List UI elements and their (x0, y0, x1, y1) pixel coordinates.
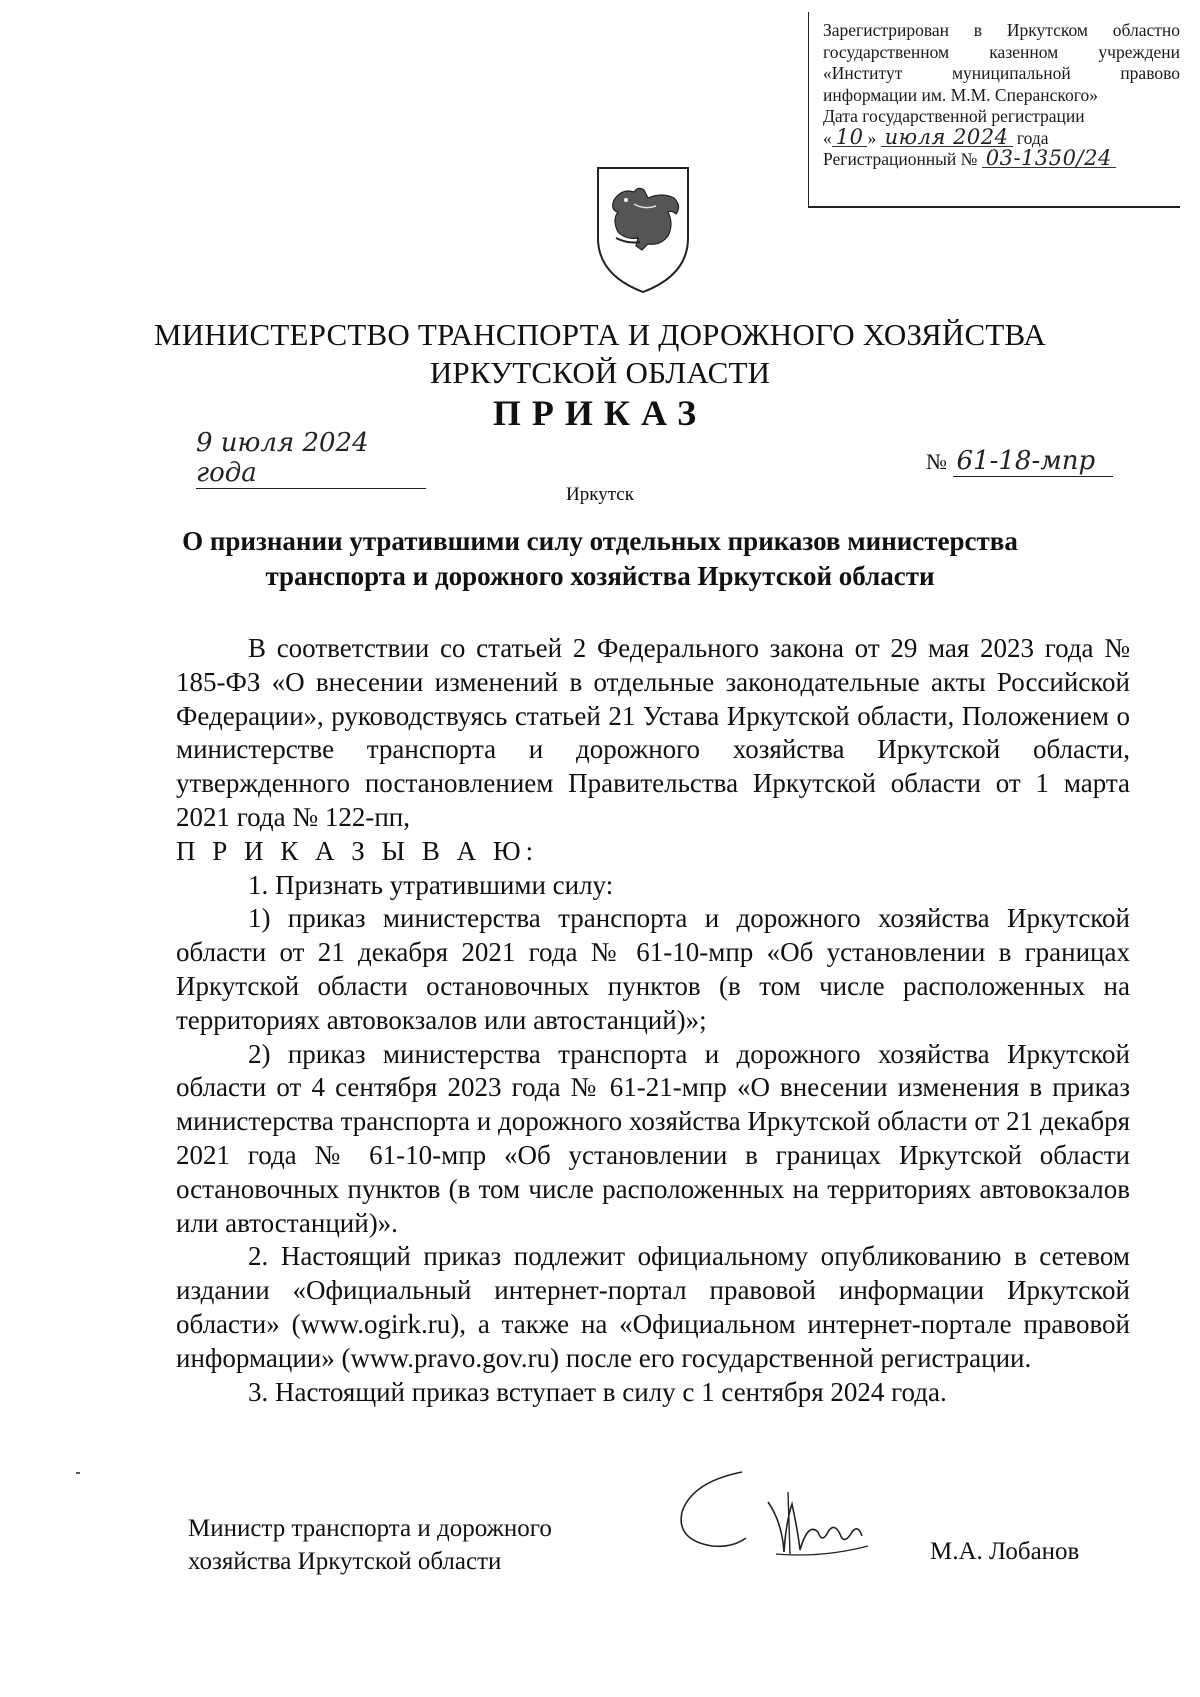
handwritten-signature (672, 1462, 922, 1562)
stamp-line-2: государственном казенном учреждени (823, 41, 1180, 62)
coat-of-arms-icon (578, 160, 708, 300)
stamp-reg-label: Регистрационный № (823, 149, 978, 169)
order-number-label: № (926, 449, 947, 474)
signer-name: М.А. Лобанов (930, 1538, 1080, 1565)
stamp-reg-number: 03-1350/24 (982, 149, 1116, 168)
item-1: 1. Признать утратившими силу: (248, 869, 614, 900)
document-title (150, 524, 1050, 594)
stamp-line-3: «Институт муниципальной правово (823, 63, 1180, 83)
document-title-line-2: транспорта и дорожного хозяйства Иркутской области (265, 561, 935, 591)
item-1-sub-2: 2) приказ министерства транспорта и дорожного хозяйства Иркутской области от 4 сентября 2023 года № 61-21-мпр «О внесении изменения в приказ министерства транспорта и дорожного хозяйства Иркутской области от 21 декабря 2021 года № 61-10-мпр «Об установлении в границах Иркутской области остановочных пунктов (в том числе расположенных на территориях автовокзалов или автостанций)». (176, 1038, 1130, 1238)
signer-position (188, 1512, 608, 1578)
item-3: 3. Настоящий приказ вступает в силу с 1 сентября 2024 года. (248, 1376, 947, 1407)
stamp-line-5: Дата государственной регистрации (823, 106, 1085, 126)
order-heading: ПРИКАЗ (492, 393, 708, 433)
stamp-bottom-rule (808, 206, 1180, 208)
stamp-date-close-quote: » (867, 127, 877, 148)
stamp-registration-number (823, 146, 1180, 171)
ministry-name (120, 316, 1080, 392)
stamp-date-month-year: июля 2024 (881, 128, 1013, 147)
stamp-date-open-quote: « (823, 127, 832, 148)
document-body (176, 632, 1130, 1409)
stamp-date-suffix: года (1016, 127, 1049, 148)
margin-mark (76, 1472, 80, 1474)
stamp-line-1: Зарегистрирован в Иркутском областно (823, 20, 1180, 40)
signer-position-line-1: Министр транспорта и дорожного (188, 1515, 552, 1542)
signer-position-line-2: хозяйства Иркутской области (188, 1548, 502, 1575)
stamp-line-4: информации им. М.М. Сперанского» (823, 84, 1098, 105)
item-2: 2. Настоящий приказ подлежит официальному опубликованию в сетевом издании «Официальный интернет-портал правовой информации Иркутской области» (www.ogirk.ru), а также на «Официальном интернет-портале правовой информации» (www.pravo.gov.ru) после его государственной регистрации. (176, 1241, 1130, 1373)
document-title-line-1: О признании утратившими силу отдельных приказов министерства (182, 526, 1018, 556)
preamble-paragraph: В соответствии со статьей 2 Федерального закона от 29 мая 2023 года № 185-ФЗ «О внесении изменений в отдельные законодательные акты Российской Федерации», руководствуясь статьей 21 Устава Иркутской области, Положением о министерстве транспорта и дорожного хозяйства Иркутской области, утвержденного постановлением Правительства Иркутской области от 1 марта 2021 года № 122-пп, (176, 633, 1130, 832)
order-number-handwritten: 61-18-мпр (953, 446, 1114, 477)
stamp-date-day: 10 (832, 128, 868, 147)
order-verb: П Р И К А З Ы В А Ю: (176, 835, 539, 866)
item-1-sub-1: 1) приказ министерства транспорта и дорожного хозяйства Иркутской области от 21 декабря 2021 года № 61-10-мпр «Об установлении в границах Иркутской области остановочных пунктов (в том числе расположенных на территориях автовокзалов или автостанций)»; (176, 903, 1130, 1035)
registration-stamp (808, 12, 1180, 208)
ministry-line-1: МИНИСТЕРСТВО ТРАНСПОРТА И ДОРОЖНОГО ХОЗЯЙСТВА (154, 317, 1046, 352)
city-name: Иркутск (566, 484, 634, 505)
order-number (926, 446, 1113, 476)
ministry-line-2: ИРКУТСКОЙ ОБЛАСТИ (429, 355, 771, 390)
order-date-handwritten: 9 июля 2024 года (196, 428, 426, 489)
